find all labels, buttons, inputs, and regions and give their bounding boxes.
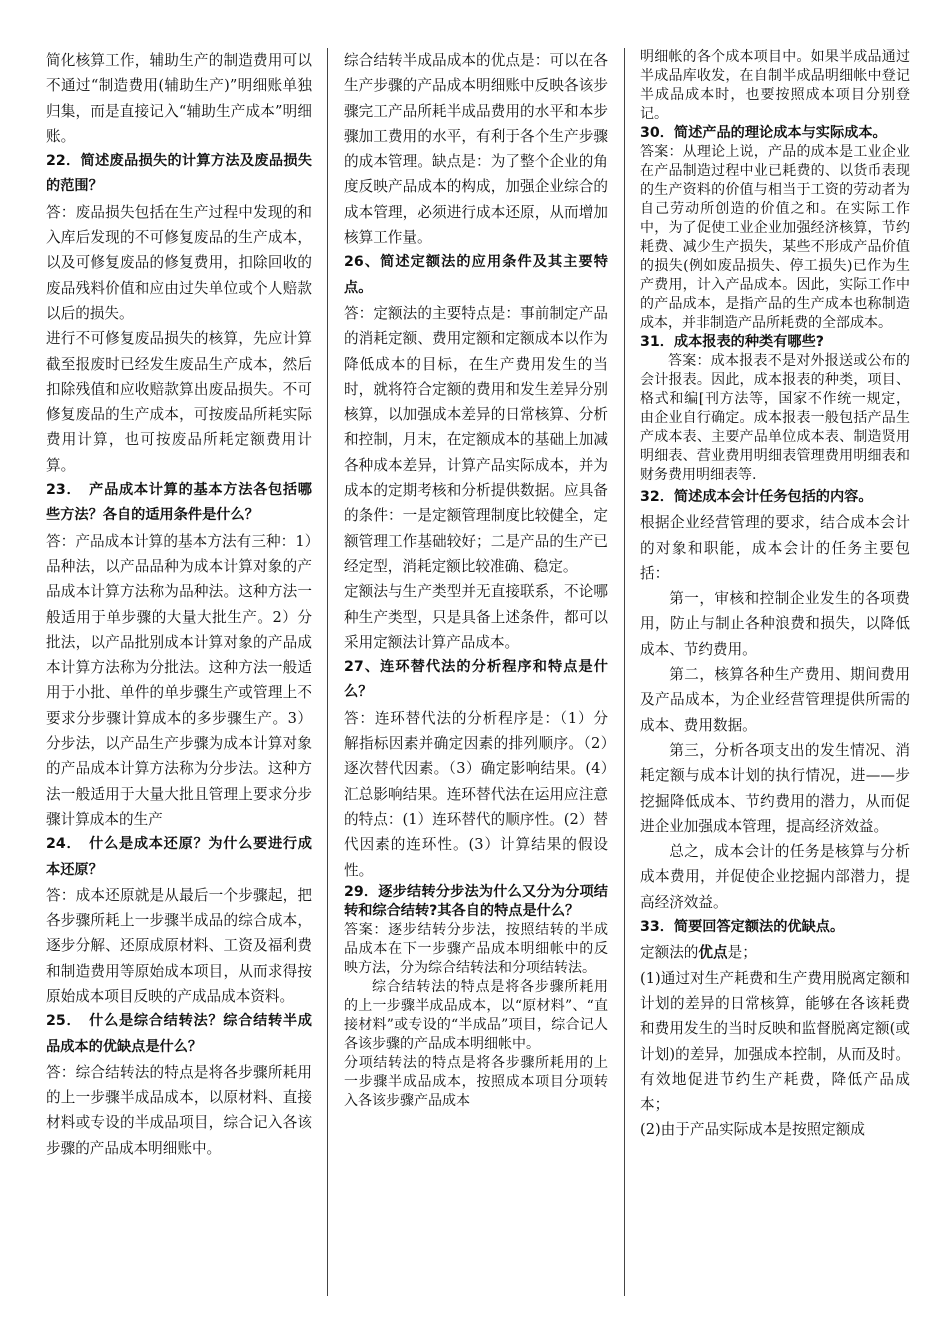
answer-32-item-2: 第二，核算各种生产费用、期间费用及产品成本，为企业经营管理提供所需的成本、费用数据。	[640, 666, 910, 734]
question-22-heading: 22．简述废品损失的计算方法及废品损失的范围？	[46, 153, 312, 195]
answer-33-intro-suffix: 是；	[727, 944, 757, 962]
answer-24: 答：成本还原就是从最后一个步骤起，把各步骤所耗上一步骤半成品的综合成本，逐步分解、还原成原材料、工资及福利费和制造费用等原始成本项目，从而求得按原始成本项目反映的产成品成本资料。	[46, 886, 312, 1005]
answer-26-part-2: 定额法与生产类型并无直接联系，不论哪种生产类型，只是具备上述条件，都可以采用定额法计算产品成本。	[344, 583, 608, 651]
paragraph: 简化核算工作，辅助生产的制造费用可以不通过“制造费用(辅助生产)”明细账单独归集，而是直接记入“辅助生产成本”明细账。	[46, 52, 312, 145]
question-32-heading: 32．简述成本会计任务包括的内容。	[640, 489, 873, 505]
answer-30: 答案：从理论上说，产品的成本是工业企业在产品制造过程中业已耗费的、以货币表现的生产资料的价值与相当于工资的劳动者为自己劳动所创造的价值之和。在实际工作中，为了促使工业企业加强经济核算，节约耗费、减少生产损失，某些不形成产品价值的损失(例如废品损失、停工损失)已作为生产费用，计入产品成本。因此，实际工作中的产品成本，是指产品的生产成本也称制造成本，并非制造产品所耗费的全部成本。	[640, 144, 910, 331]
question-29-heading: 29．逐步结转分步法为什么又分为分项结转和综合结转?其各自的特点是什么？	[344, 883, 608, 919]
answer-26-part-1: 答：定额法的主要特点是：事前制定产品的消耗定额、费用定额和定额成本以作为降低成本的目标，在生产费用发生的当时，就将符合定额的费用和发生差异分别核算，以加强成本差异的日常核算、分析和控制，月末，在定额成本的基础上加减各种成本差异，计算产品实际成本，并为成本的定期考核和分析提供数据。应具备的条件：一是定额管理制度比较健全，定额管理工作基础较好；二是产品的生产已经定型，消耗定额比较准确、稳定。	[344, 304, 608, 575]
column-3	[640, 48, 910, 1324]
tight-block	[640, 48, 910, 485]
question-30-heading: 30．简述产品的理论成本与实际成本。	[640, 125, 887, 141]
answer-22-part-2: 进行不可修复废品损失的核算，先应计算截至报废时已经发生废品生产成本，然后扣除残值和应收赔款算出废品损失。不可修复废品的生产成本，可按废品所耗实际费用计算，也可按废品所耗定额费用计算。	[46, 330, 312, 474]
answer-29-part-3: 分项结转法的特点是将各步骤所耗用的上一步骤半成品成本，按照成本项目分项转入各该步骤产品成本	[344, 1054, 608, 1109]
paragraph: 综合结转半成品成本的优点是：可以在各生产步骤的产品成本明细账中反映各该步骤完工产品所耗半成品费用的水平和本步骤加工费用的水平，有利于各个生产步骤的成本管理。缺点是：为了整个企业的角度反映产品成本的构成，加强企业综合的成本管理，必须进行成本还原，从而增加核算工作量。	[344, 52, 608, 247]
question-26-heading: 26、简述定额法的应用条件及其主要特点。	[344, 254, 608, 296]
question-33-heading: 33．简要回答定额法的优缺点。	[640, 919, 845, 936]
column-1	[46, 48, 312, 1324]
answer-33-intro	[640, 940, 910, 965]
question-25-heading: 25． 什么是综合结转法？综合结转半成品成本的优缺点是什么？	[46, 1013, 312, 1055]
column-divider-2	[624, 48, 625, 1296]
question-31-heading: 31．成本报表的种类有哪些?	[640, 334, 825, 350]
column-2	[344, 48, 608, 1324]
question-29-block	[344, 883, 608, 1111]
answer-29-part-1: 答案：逐步结转分步法，按照结转的半成品成本在下一步骤产品成本明细帐中的反映方法，分为综合结转法和分项结转法。	[344, 921, 608, 976]
question-24-heading: 24． 什么是成本还原？为什么要进行成本还原？	[46, 836, 312, 878]
answer-22-part-1: 答：废品损失包括在生产过程中发现的和入库后发现的不可修复废品的生产成本，以及可修复废品的修复费用，扣除回收的废品残料价值和应由过失单位或个人赔款以后的损失。	[46, 203, 312, 322]
answer-32-item-1: 第一，审核和控制企业发生的各项费用，防止与制止各种浪费和损失，以降低成本、节约费用。	[640, 590, 910, 658]
answer-33-item-2: (2)由于产品实际成本是按照定额成	[640, 1121, 865, 1139]
answer-27: 答：连环替代法的分析程序是：（1）分解指标因素并确定因素的排列顺序。（2）逐次替代因素。（3）确定影响结果。(4）汇总影响结果。连环替代法在运用应注意的特点：(1）连环替代的顺序性。(2）替代因素的连环性。(3）计算结果的假设性。	[344, 709, 608, 879]
answer-32-summary: 总之，成本会计的任务是核算与分析成本费用，并促使企业挖掘内部潜力，提高经济效益。	[640, 843, 910, 911]
answer-25: 答：综合结转法的特点是将各步骤所耗用的上一步骤半成品成本，以原材料、直接材料或专设的半成品项目，综合记入各该步骤的产品成本明细账中。	[46, 1063, 312, 1157]
answer-23: 答：产品成本计算的基本方法有三种：1）品种法，以产品品种为成本计算对象的产品成本计算方法称为品种法。这种方法一般适用于单步骤的大量大批生产。2）分批法，以产品批别成本计算对象的产品成本计算方法称为分批法。这种方法一般适用于小批、单件的单步骤生产或管理上不要求分步骤计算成本的多步骤生产。3）分步法，以产品生产步骤为成本计算对象的产品成本计算方法称为分步法。这种方法一般适用于大量大批且管理上要求分步骤计算成本的生产	[46, 532, 312, 828]
answer-33-intro-prefix: 定额法的	[640, 944, 699, 962]
answer-32-item-3: 第三，分析各项支出的发生情况、消耗定额与成本计划的执行情况，进——步挖掘降低成本、节约费用的潜力，从而促进企业加强成本管理，提高经济效益。	[640, 741, 910, 835]
answer-32-intro: 根据企业经营管理的要求，结合成本会计的对象和职能，成本会计的任务主要包括：	[640, 514, 910, 582]
answer-33-item-1: (1)通过对生产耗费和生产费用脱离定额和计划的差异的日常核算，能够在各该耗费和费用发生的当时反映和监督脱离定额(或计划)的差异，加强成本控制，从而及时。有效地促进节约生产耗费，降低产品成本；	[640, 969, 910, 1114]
question-27-heading: 27、连环替代法的分析程序和特点是什么？	[344, 659, 608, 701]
column-divider-1	[327, 48, 328, 1296]
question-23-heading: 23． 产品成本计算的基本方法各包括哪些方法？各自的适用条件是什么？	[46, 482, 312, 524]
answer-33-intro-bold: 优点	[698, 944, 728, 962]
paragraph: 明细帐的各个成本项目中。如果半成品通过半成品库收发，在自制半成品明细帐中登记半成品成本时，也要按照成本项目分别登记。	[640, 49, 910, 122]
answer-31: 答案：成本报表不是对外报送或公布的会计报表。因此，成本报表的种类，项目、格式和编[刊方法等，国家不作统一规定，由企业自行确定。成本报表一般包括产品生产成本表、主要产品单位成本表、制造贤用明细表、营业费用明细表管理费用明细表和财务费用明细表等.	[640, 353, 910, 483]
answer-29-part-2: 综合结转法的特点是将各步骤所耗用的上一步骤半成品成本，以“原材料”、“直接材料”或专设的“半成品”项目，综合记人各该步骤的产品成本明细帐中。	[344, 978, 608, 1052]
